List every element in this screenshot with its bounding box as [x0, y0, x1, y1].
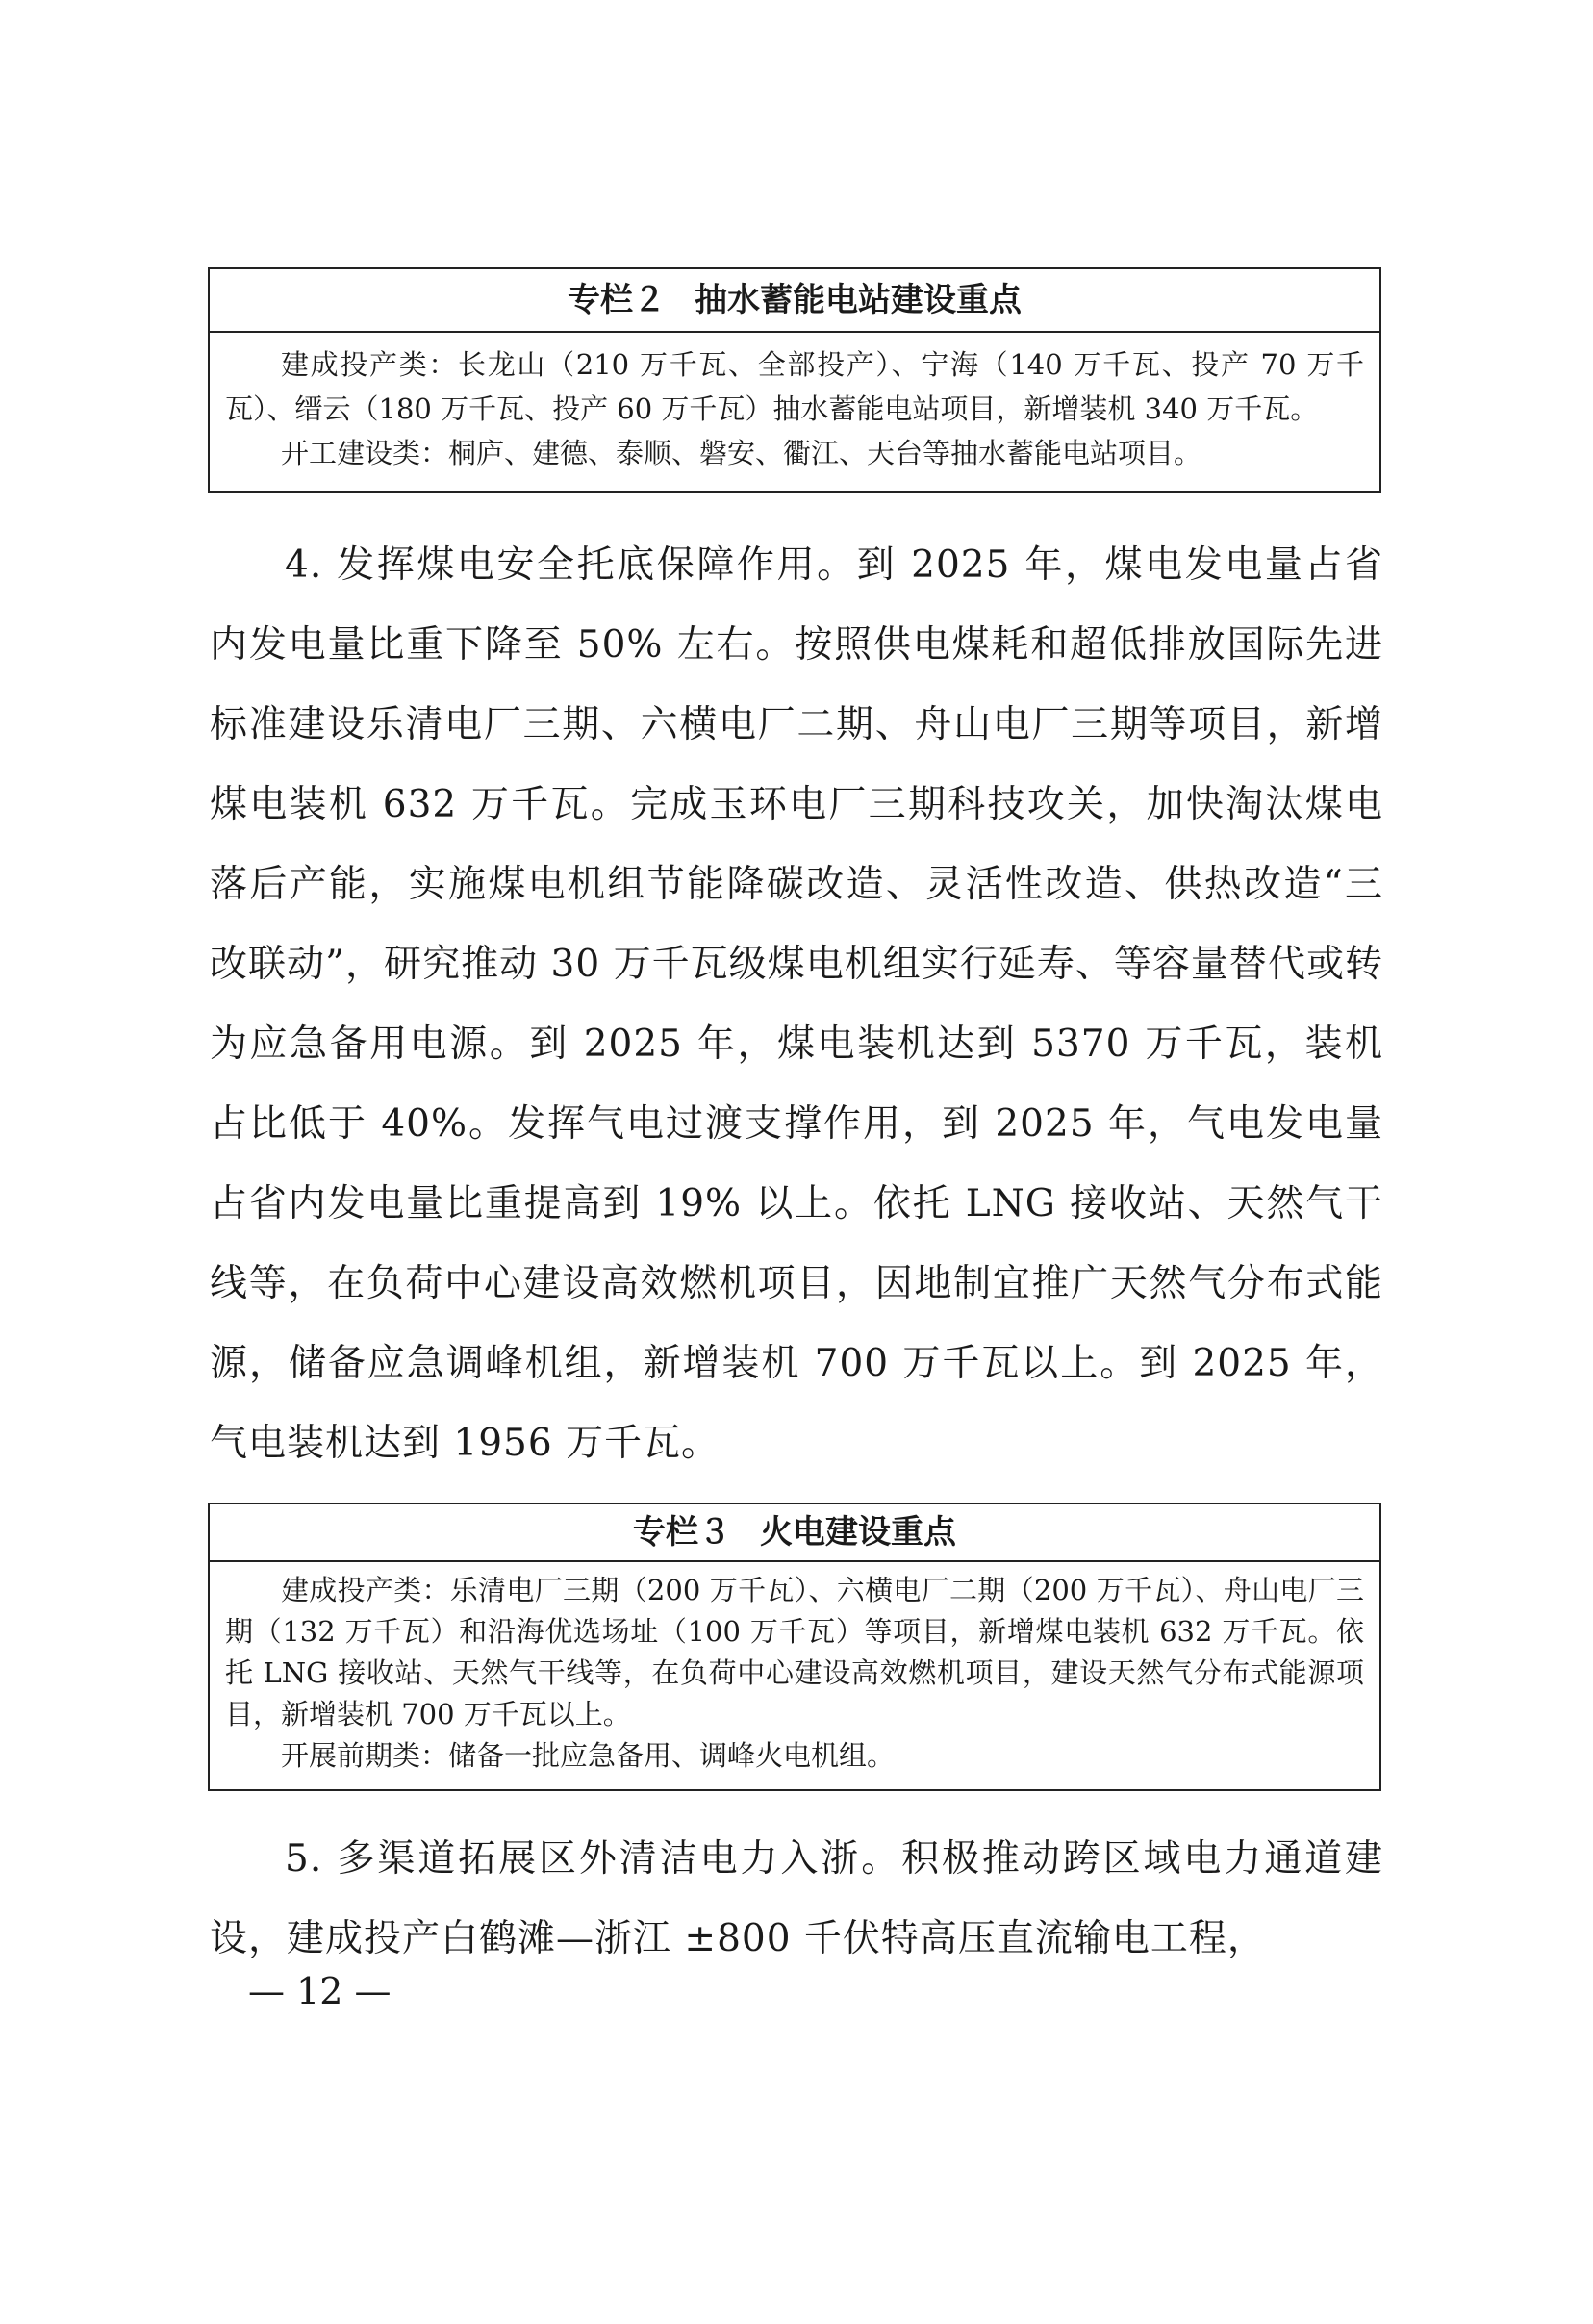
column-box-2-body: [210, 333, 1379, 485]
column-box-2-heading: 抽水蓄能电站建设重点: [695, 281, 1022, 319]
column-box-3-body: [210, 1562, 1379, 1786]
column-box-3: [208, 1503, 1381, 1791]
column-box-3-label: 专栏３: [633, 1513, 731, 1552]
column-box-3-line: 开展前期类：储备一批应急备用、调峰火电机组。: [281, 1739, 896, 1772]
column-box-2-line: 开工建设类：桐庐、建德、泰顺、磐安、衢江、天台等抽水蓄能电站项目。: [281, 437, 1202, 469]
column-box-2-title: [210, 269, 1379, 333]
column-box-3-title: [210, 1504, 1379, 1562]
column-box-2-line: 建成投产类：长龙山（210 万千瓦、全部投产）、宁海（140 万千瓦、投产 70 万千瓦）、缙云（180 万千瓦、投产 60 万千瓦）抽水蓄能电站项目，新增装机 340 万千瓦。: [225, 348, 1364, 425]
column-box-2-label: 专栏２: [568, 281, 666, 319]
body-paragraph-4: 4. 发挥煤电安全托底保障作用。到 2025 年，煤电发电量占省内发电量比重下降至 50% 左右。按照供电煤耗和超低排放国际先进标准建设乐清电厂三期、六横电厂二期、舟山电厂三期等项目，新增煤电装机 632 万千瓦。完成玉环电厂三期科技攻关，加快淘汰煤电落后产能，实施煤电机组节能降碳改造、灵活性改造、供热改造“三改联动”，研究推动 30 万千瓦级煤电机组实行延寿、等容量替代或转为应急备用电源。到 2025 年，煤电装机达到 5370 万千瓦，装机占比低于 40%。发挥气电过渡支撑作用，到 2025 年，气电发电量占省内发电量比重提高到 19% 以上。依托 LNG 接收站、天然气干线等，在负荷中心建设高效燃机项目，因地制宜推广天然气分布式能源，储备应急调峰机组，新增装机 700 万千瓦以上。到 2025 年，气电装机达到 1956 万千瓦。: [210, 543, 1383, 1465]
column-box-3-line: 建成投产类：乐清电厂三期（200 万千瓦）、六横电厂二期（200 万千瓦）、舟山电厂三期（132 万千瓦）和沿海优选场址（100 万千瓦）等项目，新增煤电装机 632 万千瓦。依托 LNG 接收站、天然气干线等，在负荷中心建设高效燃机项目，建设天然气分布式能源项目，新增装机 700 万千瓦以上。: [225, 1574, 1364, 1730]
body-paragraph-5: 5. 多渠道拓展区外清洁电力入浙。积极推动跨区域电力通道建设，建成投产白鹤滩—浙江 ±800 千伏特高压直流输电工程，: [210, 1837, 1383, 1960]
column-box-3-heading: 火电建设重点: [760, 1513, 956, 1552]
column-box-2: [208, 267, 1381, 493]
page-number: — 12 —: [248, 1970, 392, 2012]
